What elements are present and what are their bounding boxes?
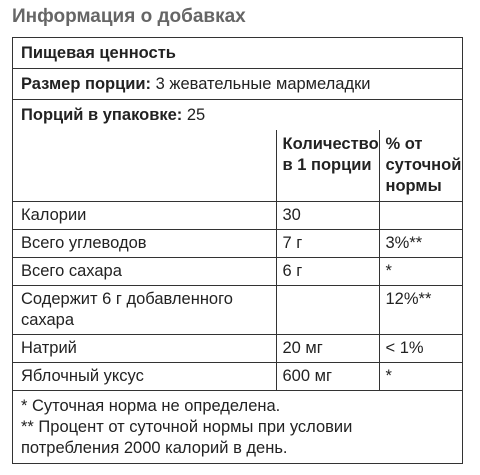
nutrient-amount: 6 г	[276, 258, 379, 286]
table-row	[13, 286, 462, 335]
facts-heading: Пищевая ценность	[21, 44, 176, 62]
nutrient-name: Калории	[13, 202, 276, 230]
servings-per-container-row	[13, 100, 462, 130]
table-row	[13, 202, 462, 230]
table-row	[13, 230, 462, 258]
nutrients-table	[13, 130, 462, 391]
daily-value-column-header: % от суточной нормы	[379, 130, 462, 202]
table-row	[13, 363, 462, 391]
supplement-facts-panel	[12, 37, 463, 464]
serving-size-row	[13, 69, 462, 100]
servings-per-container-value: 25	[186, 106, 206, 124]
nutrient-name: Содержит 6 г добавленного сахара	[13, 286, 276, 335]
nutrient-name: Натрий	[13, 335, 276, 363]
nutrient-daily-value: 12%**	[379, 286, 462, 335]
section-title: Информация о добавках	[12, 6, 246, 27]
amount-column-header: Количество в 1 порции	[276, 130, 379, 202]
table-row	[13, 258, 462, 286]
table-header-row	[13, 130, 462, 202]
nutrient-daily-value: 3%**	[379, 230, 462, 258]
footnote-calorie-basis: ** Процент от суточной нормы при условии потребления 2000 калорий в день.	[21, 418, 353, 457]
facts-heading-row	[13, 38, 462, 69]
nutrient-name: Всего углеводов	[13, 230, 276, 258]
footnotes	[13, 391, 462, 463]
nutrient-amount: 600 мг	[276, 363, 379, 391]
nutrient-daily-value: *	[379, 258, 462, 286]
nutrient-amount: 7 г	[276, 230, 379, 258]
nutrient-daily-value: < 1%	[379, 335, 462, 363]
footnote-undetermined: * Суточная норма не определена.	[21, 397, 281, 415]
nutrient-daily-value	[379, 202, 462, 230]
nutrient-amount: 20 мг	[276, 335, 379, 363]
nutrient-amount: 30	[276, 202, 379, 230]
serving-size-label: Размер порции:	[21, 75, 152, 93]
serving-size-value: 3 жевательные мармеладки	[155, 75, 371, 93]
nutrient-name: Всего сахара	[13, 258, 276, 286]
nutrient-amount	[276, 286, 379, 335]
servings-per-container-label: Порций в упаковке:	[21, 106, 183, 124]
nutrient-daily-value: *	[379, 363, 462, 391]
nutrient-column-header	[13, 130, 276, 202]
table-row	[13, 335, 462, 363]
nutrient-name: Яблочный уксус	[13, 363, 276, 391]
